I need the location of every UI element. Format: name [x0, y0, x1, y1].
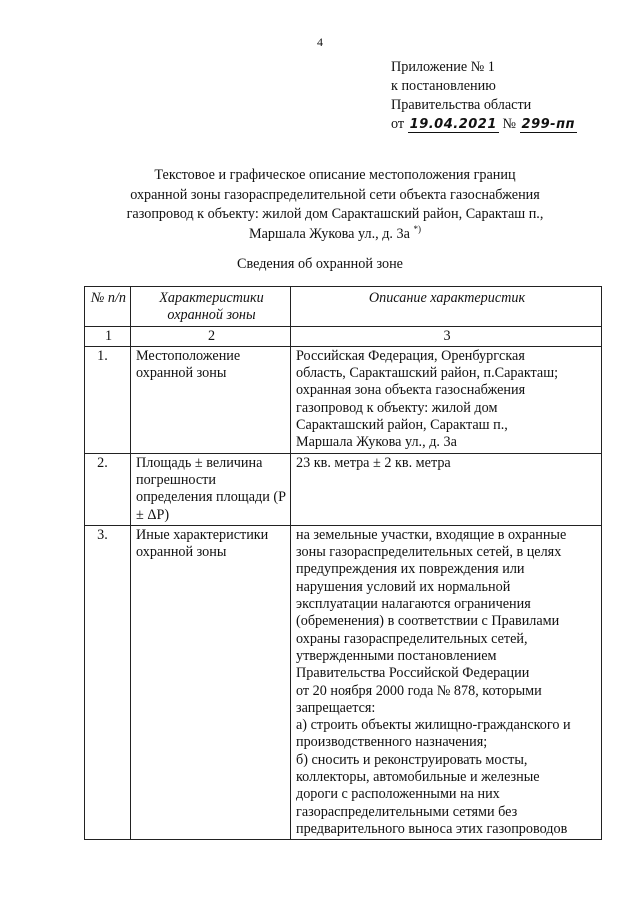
header-description: Описание характеристик	[291, 287, 602, 327]
footnote-mark: *)	[413, 223, 421, 234]
desc-line: (обременения) в соответствии с Правилами	[296, 613, 560, 630]
row-3-characteristic: Иные характеристики охранной зоны	[131, 525, 291, 839]
table-header-row	[85, 287, 602, 327]
index-cell-3: 3	[291, 326, 602, 346]
desc-line: 23 кв. метра ± 2 кв. метра	[296, 454, 451, 471]
desc-line: газопровод к объекту: жилой дом	[296, 399, 498, 416]
appendix-number: 299-пп	[521, 117, 576, 132]
desc-line: нарушения условий их нормальной	[296, 578, 511, 595]
row-3-num: 3.	[85, 525, 131, 839]
appendix-date: 19.04.2021	[409, 117, 497, 132]
index-cell-2: 2	[131, 326, 291, 346]
table-row	[85, 525, 602, 839]
desc-line: Правительства Российской Федерации	[296, 665, 530, 682]
desc-line: дороги с расположенными на них	[296, 786, 500, 803]
section-subtitle: Сведения об охранной зоне	[237, 256, 403, 272]
desc-line: Саракташский район, Саракташ п.,	[296, 417, 508, 434]
appendix-line-1: Приложение № 1	[391, 59, 495, 75]
desc-line: эксплуатации налагаются ограничения	[296, 596, 531, 613]
title-line-2: охранной зоны газораспределительной сети объекта газоснабжения	[130, 186, 540, 203]
header-num: № п/п	[85, 287, 131, 327]
table-row	[85, 346, 602, 453]
page-number: 4	[317, 35, 323, 49]
desc-line: от 20 ноября 2000 года № 878, которыми	[296, 682, 542, 699]
desc-line: на земельные участки, входящие в охранные	[296, 526, 567, 543]
desc-line: зоны газораспределительных сетей, в целях	[296, 544, 562, 561]
appendix-header	[391, 58, 631, 134]
appendix-date-line	[391, 115, 631, 134]
desc-line: б) сносить и реконструировать мосты,	[296, 751, 528, 768]
desc-line: запрещается:	[296, 699, 376, 716]
desc-line: область, Саракташский район, п.Саракташ;	[296, 365, 559, 382]
table-index-row	[85, 326, 602, 346]
desc-line: Маршала Жукова ул., д. 3а	[296, 434, 457, 451]
document-title	[95, 166, 575, 244]
desc-line: Российская Федерация, Оренбургская	[296, 347, 525, 364]
appendix-line-3: Правительства области	[391, 97, 532, 113]
row-2-description	[291, 453, 602, 525]
desc-line: утвержденными постановлением	[296, 647, 497, 664]
title-line-3: газопровод к объекту: жилой дом Саракташский район, Саракташ п.,	[126, 206, 544, 222]
desc-line: коллекторы, автомобильные и железные	[296, 769, 540, 786]
header-characteristic: Характеристики охранной зоны	[131, 287, 291, 327]
desc-line: охранная зона объекта газоснабжения	[296, 382, 526, 399]
index-cell-1: 1	[85, 326, 131, 346]
row-1-num: 1.	[85, 346, 131, 453]
desc-line: а) строить объекты жилищно-гражданского и	[296, 717, 571, 734]
desc-line: предупреждения их повреждения или	[296, 561, 525, 578]
appendix-number-sign: №	[502, 116, 516, 132]
row-1-description	[291, 346, 602, 453]
desc-line: предварительного выноса этих газопроводов	[296, 820, 568, 837]
desc-line: газораспределительными сетями без	[296, 803, 518, 820]
row-3-description	[291, 525, 602, 839]
title-line-1: Текстовое и графическое описание местоположения границ	[154, 167, 516, 183]
desc-line: охраны газораспределительных сетей,	[296, 630, 528, 647]
row-1-characteristic: Местоположение охранной зоны	[131, 346, 291, 453]
title-line-4	[95, 225, 575, 245]
row-2-num: 2.	[85, 453, 131, 525]
appendix-from-label: от	[391, 116, 405, 132]
row-2-characteristic: Площадь ± величина погрешности определения площади (P ± ΔP)	[131, 453, 291, 525]
protection-zone-table	[84, 286, 602, 840]
title-address: Маршала Жукова ул., д. 3а	[249, 225, 410, 242]
table-row	[85, 453, 602, 525]
appendix-line-2: к постановлению	[391, 78, 496, 94]
desc-line: производственного назначения;	[296, 734, 488, 751]
